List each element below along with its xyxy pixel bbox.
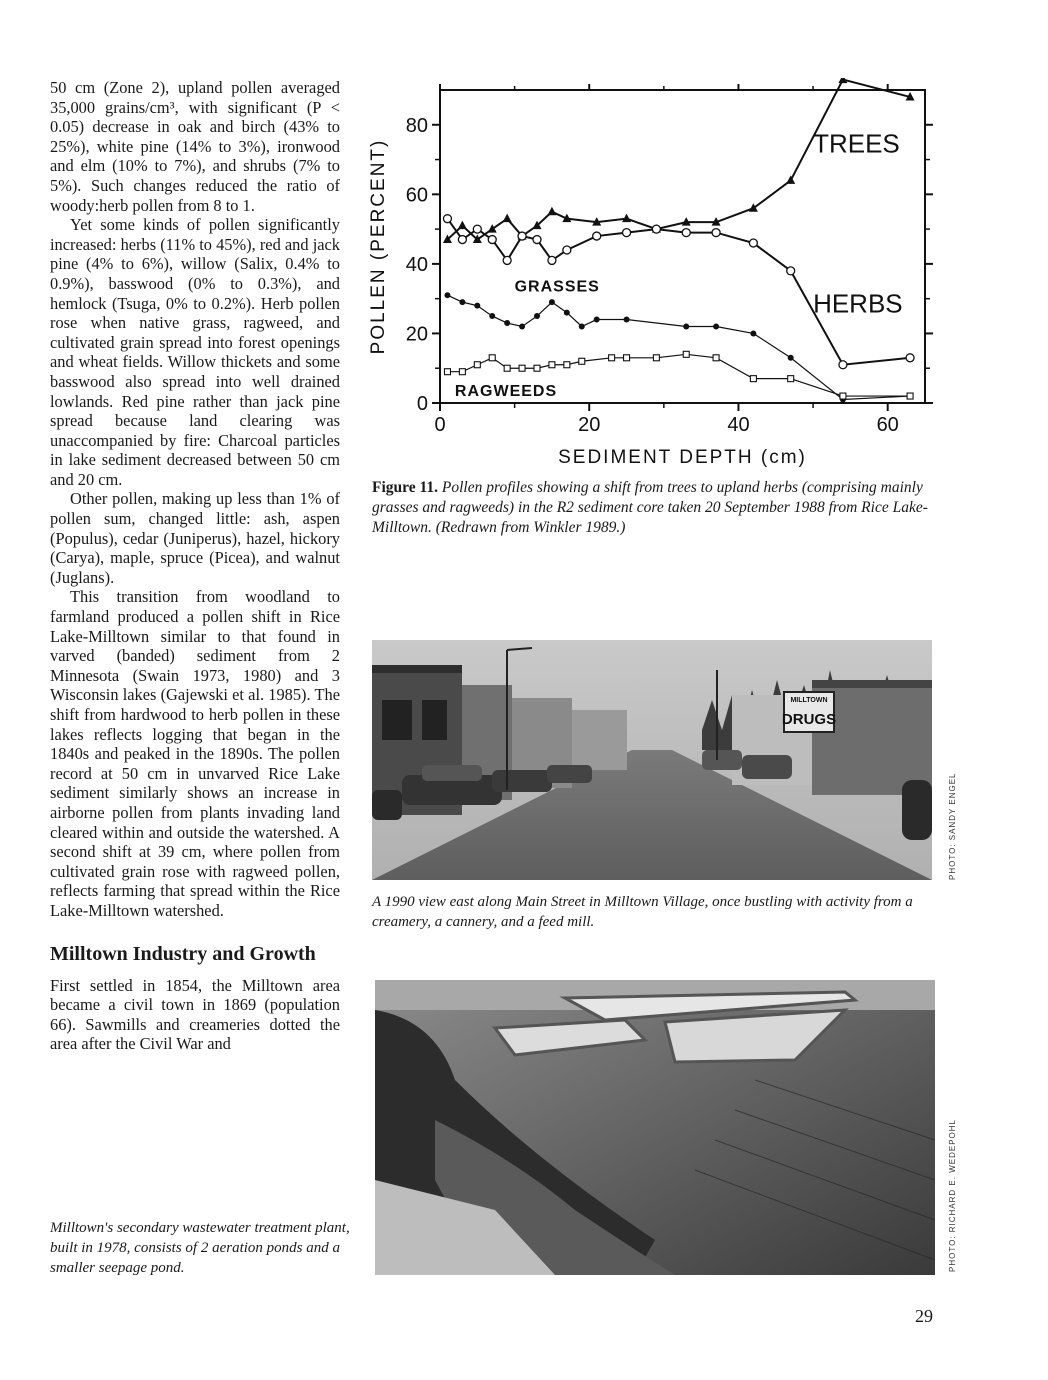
point-herbs — [548, 256, 556, 264]
y-axis-label: POLLEN (PERCENT) — [368, 138, 389, 355]
point-grasses — [750, 330, 756, 336]
point-herbs — [458, 236, 466, 244]
x-tick-label: 20 — [578, 414, 601, 436]
point-ragweeds — [474, 362, 480, 368]
point-grasses — [504, 320, 510, 326]
point-ragweeds — [504, 365, 510, 371]
y-tick-label: 80 — [405, 114, 428, 137]
point-trees — [488, 224, 497, 233]
point-herbs — [839, 361, 847, 369]
point-ragweeds — [459, 369, 465, 375]
pollen-chart-svg — [360, 78, 940, 478]
point-ragweeds — [624, 355, 630, 361]
point-ragweeds — [609, 355, 615, 361]
point-ragweeds — [564, 362, 570, 368]
point-herbs — [443, 215, 451, 223]
paragraph: Yet some kinds of pollen significantly increased: herbs (11% to 45%), red and jack pine (4% to 6%), willow (Salix, 0.4% to 0.9%), basswood (0% to 0.3%), and hemlock (Tsuga, 0% to 0.2%). Herb pollen rose when native grass, ragweed, and cultivated grain spread into forest openings and wheat fields. Willow thickets and some basswood also spread into well drained lowlands. Red pine rather than jack pine spread because land clearing was unaccompanied by fire: Charcoal particles in lake sediment decreased between 50 cm and 20 cm. — [50, 215, 340, 489]
point-herbs — [682, 229, 690, 237]
point-grasses — [594, 317, 600, 323]
wastewater-ponds-photo-art — [375, 980, 935, 1275]
photo-credit: PHOTO: SANDY ENGEL — [948, 772, 957, 880]
point-ragweeds — [534, 365, 540, 371]
point-trees — [503, 214, 512, 223]
left-text-column — [50, 78, 340, 1054]
point-ragweeds — [519, 365, 525, 371]
point-grasses — [549, 299, 555, 305]
series-label-ragweeds: RAGWEEDS — [454, 383, 558, 401]
point-grasses — [788, 355, 794, 361]
point-trees — [458, 221, 467, 230]
point-ragweeds — [489, 355, 495, 361]
figure-caption — [372, 478, 932, 538]
sign-top-text: MILLTOWN — [790, 697, 828, 704]
point-grasses — [459, 299, 465, 305]
series-label-trees: TREES — [813, 128, 900, 159]
main-street-photo-art — [372, 640, 932, 880]
point-grasses — [713, 323, 719, 329]
x-tick-label: 0 — [434, 414, 446, 436]
x-tick-label: 40 — [727, 414, 750, 436]
point-herbs — [563, 246, 571, 254]
point-herbs — [906, 354, 914, 362]
point-ragweeds — [840, 393, 846, 399]
point-grasses — [683, 323, 689, 329]
series-line-trees — [447, 80, 910, 240]
point-herbs — [623, 229, 631, 237]
point-herbs — [518, 232, 526, 240]
wastewater-ponds-photo — [375, 980, 935, 1275]
point-ragweeds — [788, 376, 794, 382]
pollen-chart — [360, 78, 940, 478]
y-tick-label: 20 — [405, 323, 428, 346]
point-grasses — [474, 303, 480, 309]
point-ragweeds — [444, 369, 450, 375]
point-grasses — [624, 317, 630, 323]
x-tick-label: 60 — [876, 414, 899, 436]
point-ragweeds — [683, 351, 689, 357]
point-herbs — [533, 236, 541, 244]
point-ragweeds — [579, 358, 585, 364]
main-street-photo — [372, 640, 932, 880]
point-ragweeds — [549, 362, 555, 368]
y-tick-label: 0 — [416, 393, 428, 415]
point-herbs — [749, 239, 757, 247]
point-grasses — [519, 323, 525, 329]
point-trees — [547, 207, 556, 216]
point-grasses — [564, 310, 570, 316]
paragraph: First settled in 1854, the Milltown area became a civil town in 1869 (population 66). Sawmills and creameries dotted the area after the Civil War and — [50, 975, 340, 1054]
x-axis-label: SEDIMENT DEPTH (cm) — [558, 447, 807, 468]
paragraph: 50 cm (Zone 2), upland pollen averaged 35,000 grains/cm³, with significant (P < 0.05) decrease in oak and birch (43% to 25%), white pine (14% to 3%), ironwood and elm (10% to 7%), and shrubs (7% to 5%). Such changes reduced the ratio of woody:herb pollen from 8 to 1. — [50, 78, 340, 215]
paragraph: Other pollen, making up less than 1% of pollen sum, changed little: ash, aspen (Populus), cedar (Juniperus), hazel, hickory (Carya), maple, spruce (Picea), and walnut (Juglans). — [50, 489, 340, 587]
point-grasses — [579, 323, 585, 329]
figure-number: Figure 11. — [372, 479, 439, 496]
point-grasses — [489, 313, 495, 319]
point-trees — [838, 78, 847, 83]
point-trees — [786, 175, 795, 184]
y-tick-label: 60 — [405, 184, 428, 207]
point-grasses — [444, 292, 450, 298]
section-heading: Milltown Industry and Growth — [50, 942, 316, 965]
photo-caption-left: Milltown's secondary wastewater treatment plant, built in 1978, consists of 2 aeration ponds and a smaller seepage pond. — [50, 1220, 350, 1276]
photo-credit: PHOTO: RICHARD E. WEDEPOHL — [948, 1119, 957, 1272]
paragraph: This transition from woodland to farmland produced a pollen shift in Rice Lake-Milltown similar to that found in varved (banded) sediment from 2 Minnesota (Swain 1973, 1980) and 3 Wisconsin lakes (Gajewski et al. 1985). The shift from hardwood to herb pollen in these lakes reflects logging that began in the 1840s and peaked in the 1890s. The pollen record at 50 cm in unvarved Rice Lake sediment similarly shows an increase in airborne pollen from plants invading land cleared within and outside the watershed. A second shift at 39 cm, where pollen from cultivated grain rose with ragweed pollen, reflects farming that spread within the Rice Lake-Milltown watershed. — [50, 587, 340, 920]
page-number: 29 — [915, 1306, 933, 1326]
point-herbs — [787, 267, 795, 275]
point-ragweeds — [907, 393, 913, 399]
series-label-grasses: GRASSES — [514, 278, 600, 296]
point-ragweeds — [713, 355, 719, 361]
point-ragweeds — [653, 355, 659, 361]
point-herbs — [488, 236, 496, 244]
figure-caption-text: Pollen profiles showing a shift from trees to upland herbs (comprising mainly grasses and ragweeds) in the R2 sediment core taken 20 September 1988 from Rice Lake-Milltown. (Redrawn from Winkler 1989.) — [372, 479, 928, 536]
y-tick-label: 40 — [405, 253, 428, 276]
sign-main-text: DRUGS — [781, 711, 837, 728]
point-herbs — [652, 225, 660, 233]
point-herbs — [503, 256, 511, 264]
point-trees — [749, 203, 758, 212]
point-herbs — [473, 225, 481, 233]
point-grasses — [534, 313, 540, 319]
photo-caption: A 1990 view east along Main Street in Milltown Village, once bustling with activity from a creamery, a cannery, and a feed mill. — [372, 894, 913, 930]
point-herbs — [593, 232, 601, 240]
series-label-herbs: HERBS — [813, 288, 903, 319]
point-herbs — [712, 229, 720, 237]
point-ragweeds — [750, 376, 756, 382]
point-trees — [622, 214, 631, 223]
